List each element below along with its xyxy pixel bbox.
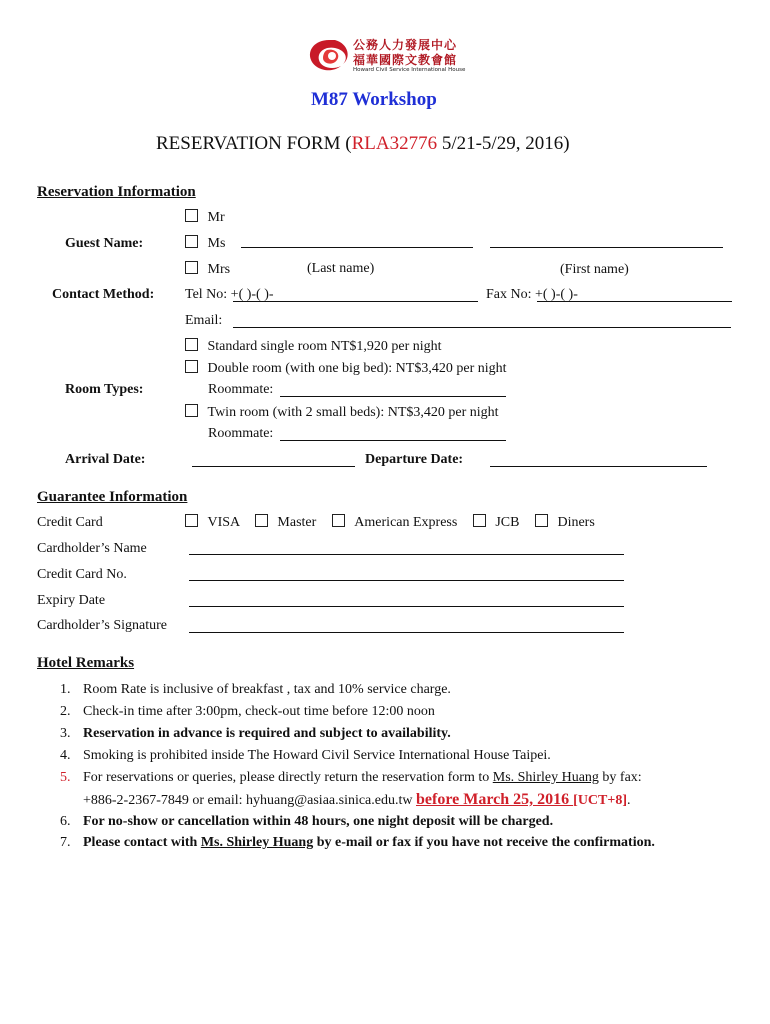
card-option-label: American Express bbox=[354, 515, 458, 530]
remark-number: 6. bbox=[60, 814, 71, 829]
fax-field[interactable] bbox=[537, 301, 732, 302]
remark-text: Room Rate is inclusive of breakfast , tax and 10% service charge. bbox=[83, 682, 451, 697]
departure-date-label: Departure Date: bbox=[365, 452, 464, 467]
first-name-field[interactable] bbox=[490, 247, 723, 248]
roommate-label: Roommate: bbox=[208, 382, 274, 397]
title-option-mr[interactable] bbox=[185, 209, 225, 226]
logo-english-line: Howard Civil Service International House bbox=[353, 67, 466, 73]
card-options bbox=[185, 514, 595, 531]
card-option-label: Diners bbox=[557, 515, 595, 530]
room-option-standard[interactable] bbox=[185, 338, 442, 355]
room-types-label: Room Types: bbox=[65, 382, 144, 397]
remark-text: For reservations or queries, please directly return the reservation form to bbox=[83, 770, 493, 785]
remark-item bbox=[60, 770, 642, 786]
card-option-amex[interactable] bbox=[332, 515, 461, 530]
form-code: RLA32776 bbox=[351, 133, 438, 154]
form-title bbox=[156, 133, 570, 155]
remark-text: by e-mail or fax if you have not receive the confirmation. bbox=[313, 835, 655, 850]
remark-number: 4. bbox=[60, 748, 71, 763]
remark-item-continued bbox=[83, 791, 631, 809]
signature-label: Cardholder’s Signature bbox=[37, 618, 167, 633]
checkbox-master[interactable] bbox=[255, 514, 268, 527]
checkbox-mr[interactable] bbox=[185, 209, 198, 222]
last-name-hint: (Last name) bbox=[307, 261, 375, 276]
email-label: Email: bbox=[185, 313, 223, 328]
last-name-field[interactable] bbox=[241, 247, 473, 248]
remark-number: 7. bbox=[60, 835, 71, 850]
card-number-label: Credit Card No. bbox=[37, 567, 127, 582]
roommate-field-double[interactable] bbox=[280, 396, 506, 397]
first-name-hint: (First name) bbox=[560, 262, 629, 277]
card-option-label: JCB bbox=[495, 515, 520, 530]
roommate-field-twin[interactable] bbox=[280, 440, 506, 441]
card-option-master[interactable] bbox=[255, 515, 320, 530]
email-field[interactable] bbox=[233, 327, 731, 328]
arrival-date-field[interactable] bbox=[192, 466, 355, 467]
remark-text: . bbox=[627, 793, 631, 808]
tel-label: Tel No: +( )-( )- bbox=[185, 287, 274, 302]
room-option-label: Twin room (with 2 small beds): NT$3,420 per night bbox=[207, 405, 499, 420]
logo-swirl-icon bbox=[305, 36, 353, 76]
card-number-field[interactable] bbox=[189, 580, 624, 581]
reservation-section-title: Reservation Information bbox=[37, 184, 196, 200]
remark-text: Reservation in advance is required and subject to availability. bbox=[83, 726, 451, 741]
expiry-date-label: Expiry Date bbox=[37, 593, 106, 608]
checkbox-visa[interactable] bbox=[185, 514, 198, 527]
remark-text: For no-show or cancellation within 48 hours, one night deposit will be charged. bbox=[83, 814, 554, 829]
remark-text: Check-in time after 3:00pm, check-out time before 12:00 noon bbox=[83, 704, 435, 719]
remark-number: 2. bbox=[60, 704, 71, 719]
tel-field[interactable] bbox=[233, 301, 478, 302]
card-option-diners[interactable] bbox=[535, 515, 595, 530]
card-option-label: Master bbox=[277, 515, 317, 530]
expiry-date-field[interactable] bbox=[189, 606, 624, 607]
cardholder-name-label: Cardholder’s Name bbox=[37, 541, 147, 556]
credit-card-label: Credit Card bbox=[37, 515, 103, 530]
remark-text: by fax: bbox=[598, 770, 642, 785]
remark-item bbox=[60, 704, 435, 720]
checkbox-standard-room[interactable] bbox=[185, 338, 198, 351]
card-option-label: VISA bbox=[207, 515, 240, 530]
title-option-ms[interactable] bbox=[185, 235, 225, 252]
checkbox-diners[interactable] bbox=[535, 514, 548, 527]
arrival-date-label: Arrival Date: bbox=[65, 452, 146, 467]
checkbox-american-express[interactable] bbox=[332, 514, 345, 527]
checkbox-jcb[interactable] bbox=[473, 514, 486, 527]
card-option-visa[interactable] bbox=[185, 515, 243, 530]
logo bbox=[305, 34, 470, 78]
contact-method-label: Contact Method: bbox=[52, 287, 155, 302]
checkbox-ms[interactable] bbox=[185, 235, 198, 248]
room-option-label: Double room (with one big bed): NT$3,420 per night bbox=[207, 361, 507, 376]
cardholder-name-field[interactable] bbox=[189, 554, 624, 555]
contact-person-link[interactable]: Ms. Shirley Huang bbox=[200, 835, 314, 850]
title-option-label: Mr bbox=[207, 210, 225, 225]
checkbox-twin-room[interactable] bbox=[185, 404, 198, 417]
guest-name-label: Guest Name: bbox=[65, 236, 144, 251]
checkbox-double-room[interactable] bbox=[185, 360, 198, 373]
title-option-label: Ms bbox=[207, 236, 226, 251]
remarks-section-title: Hotel Remarks bbox=[37, 655, 135, 671]
remark-item bbox=[60, 835, 655, 851]
remark-item bbox=[60, 814, 553, 830]
logo-chinese-line1: 公務人力發展中心 bbox=[353, 38, 458, 52]
remark-text: +886-2-2367-7849 or email: hyhuang@asiaa.sinica.edu.tw bbox=[83, 793, 416, 808]
remark-item bbox=[60, 748, 551, 764]
signature-field[interactable] bbox=[189, 632, 624, 633]
room-option-label: Standard single room NT$1,920 per night bbox=[207, 339, 442, 354]
remark-item bbox=[60, 726, 451, 742]
title-option-label: Mrs bbox=[207, 262, 231, 277]
checkbox-mrs[interactable] bbox=[185, 261, 198, 274]
form-title-prefix: RESERVATION FORM ( bbox=[156, 133, 352, 154]
workshop-title: M87 Workshop bbox=[311, 89, 437, 110]
logo-chinese-line2: 福華國際文教會館 bbox=[353, 53, 458, 67]
card-option-jcb[interactable] bbox=[473, 515, 523, 530]
title-option-mrs[interactable] bbox=[185, 261, 230, 278]
fax-label: Fax No: +( )-( )- bbox=[486, 287, 578, 302]
remark-number: 5. bbox=[60, 770, 71, 785]
remark-number: 3. bbox=[60, 726, 71, 741]
roommate-label: Roommate: bbox=[208, 426, 274, 441]
timezone-text: [UCT+8] bbox=[573, 793, 628, 808]
form-title-suffix: 5/21-5/29, 2016) bbox=[437, 133, 570, 154]
room-option-twin[interactable] bbox=[185, 404, 499, 421]
deadline-text: before March 25, 2016 bbox=[416, 791, 574, 808]
remark-number: 1. bbox=[60, 682, 71, 697]
remark-item bbox=[60, 682, 451, 698]
contact-person-link[interactable]: Ms. Shirley Huang bbox=[492, 770, 599, 785]
departure-date-field[interactable] bbox=[490, 466, 707, 467]
remark-text: Please contact with bbox=[83, 835, 201, 850]
remark-text: Smoking is prohibited inside The Howard Civil Service International House Taipei. bbox=[83, 748, 551, 763]
guarantee-section-title: Guarantee Information bbox=[37, 489, 188, 505]
room-option-double[interactable] bbox=[185, 360, 507, 377]
